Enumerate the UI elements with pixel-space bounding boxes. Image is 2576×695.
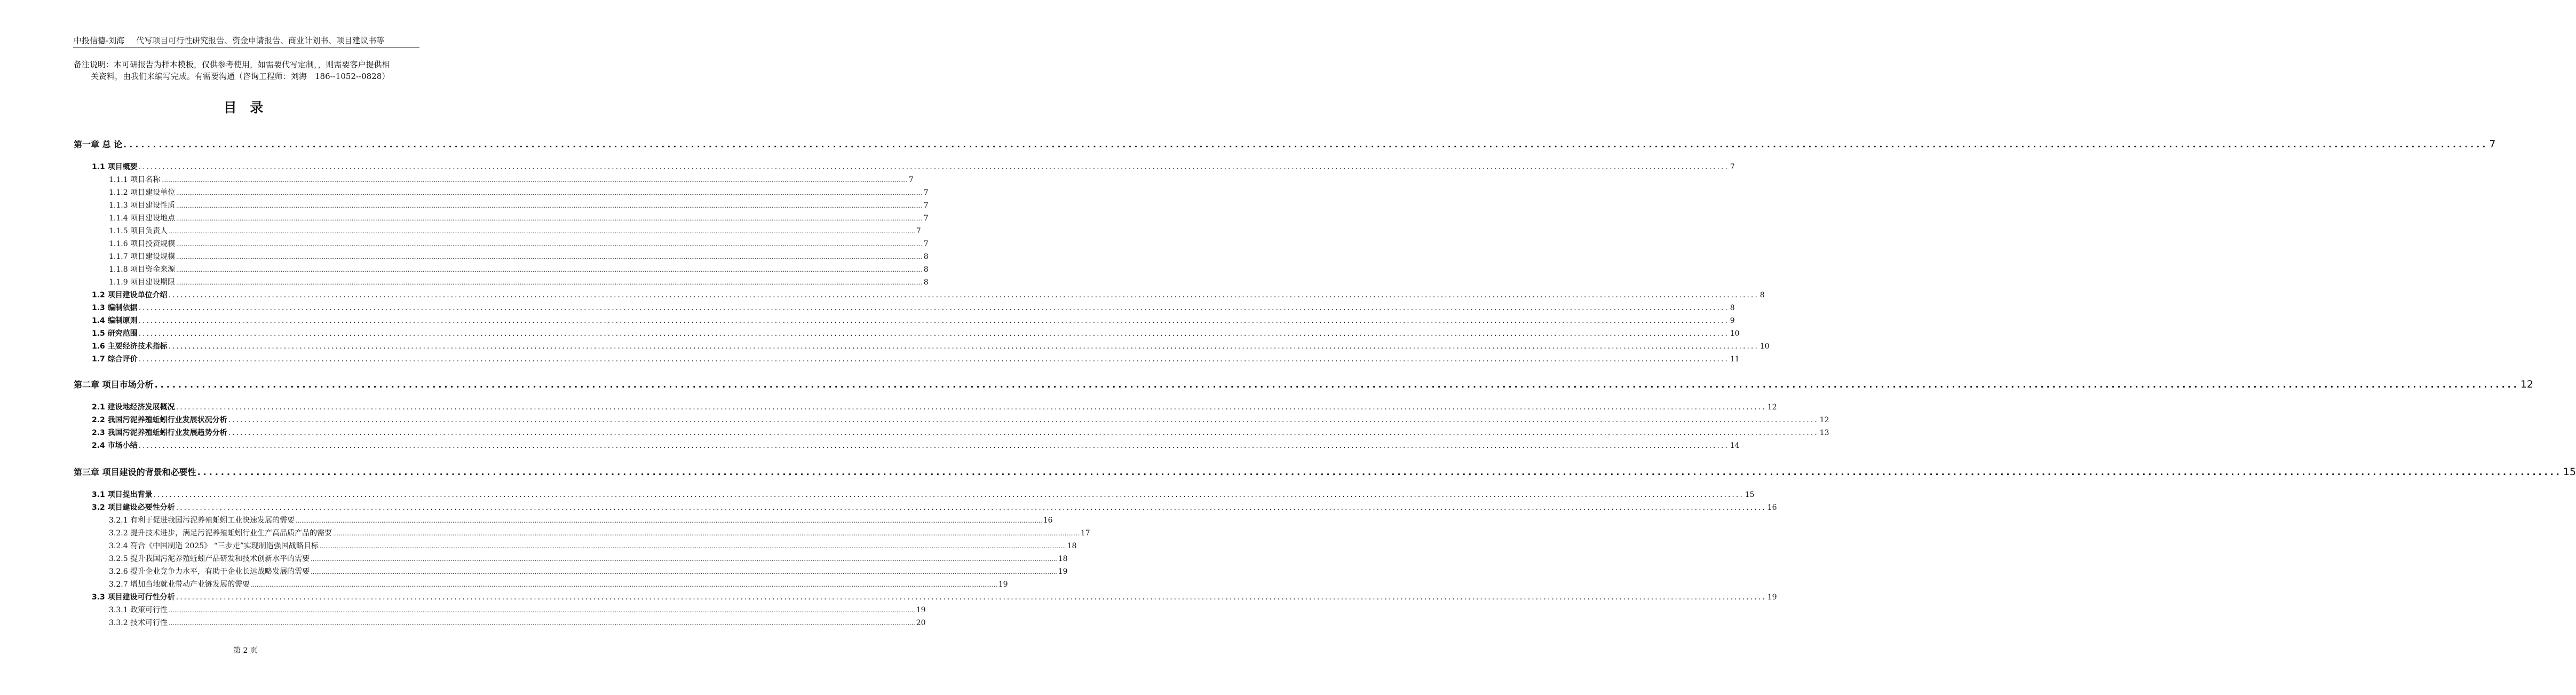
toc-section-entry[interactable]	[92, 353, 1740, 365]
toc-subsection-entry[interactable]	[109, 553, 1068, 565]
toc-section-entry[interactable]	[92, 427, 1829, 439]
toc-leader-dots: ................................................................................................................................................................................................................................................................................................................................................................................................................	[168, 291, 1759, 299]
toc-entry-page: 7	[908, 176, 914, 184]
toc-leader-dots: ................................................................................................................................................................................................................................................................................................................................................................................................................	[169, 228, 915, 235]
toc-leader-dots: ................................................................................................................................................................................................................................................................................................................................................................................................................	[197, 467, 2562, 477]
toc-entry-page: 7	[1730, 163, 1735, 171]
toc-entry-label: 1.1.7 项目建设规模	[109, 252, 176, 261]
toc-entry-label: 3.2.7 增加当地就业带动产业链发展的需要	[109, 580, 250, 589]
toc-entry-page: 18	[1058, 555, 1068, 563]
toc-leader-dots: ................................................................................................................................................................................................................................................................................................................................................................................................................	[123, 139, 2488, 149]
toc-leader-dots: ................................................................................................................................................................................................................................................................................................................................................................................................................	[311, 568, 1057, 575]
toc-entry-label: 2.1 建设地经济发展概况	[92, 403, 175, 412]
toc-section-entry[interactable]	[92, 315, 1735, 327]
toc-subsection-entry[interactable]	[109, 540, 1077, 552]
toc-entry-label: 1.4 编制原则	[92, 317, 138, 325]
toc-entry-page: 10	[1759, 342, 1770, 351]
toc-entry-label: 3.2.2 提升技术进步，满足污泥养殖蚯蚓行业生产高品质产品的需要	[109, 529, 332, 538]
toc-entry-page: 15	[2563, 466, 2576, 478]
toc-leader-dots: ................................................................................................................................................................................................................................................................................................................................................................................................................	[176, 503, 1766, 512]
toc-entry-label: 3.2.5 提升我国污泥养殖蚯蚓产品研发和技术创新水平的需要	[109, 555, 310, 563]
toc-chapter-entry[interactable]	[74, 465, 2576, 479]
toc-leader-dots: ................................................................................................................................................................................................................................................................................................................................................................................................................	[251, 581, 997, 588]
toc-leader-dots: ................................................................................................................................................................................................................................................................................................................................................................................................................	[154, 380, 2519, 390]
toc-subsection-entry[interactable]	[109, 527, 1090, 539]
toc-entry-page: 18	[1067, 542, 1077, 550]
toc-entry-page: 20	[916, 619, 926, 627]
remark-line-2: 关资料，由我们来编写完成。有需要沟通（咨询工程师：刘海 186--1052--0828）	[91, 72, 390, 81]
toc-section-entry[interactable]	[92, 328, 1740, 339]
toc-chapter-entry[interactable]	[74, 138, 2496, 152]
toc-leader-dots: ................................................................................................................................................................................................................................................................................................................................................................................................................	[176, 593, 1766, 602]
remark-line-1: 备注说明：本可研报告为样本模板，仅供参考使用，如需要代写定制，，则需要客户提供相	[74, 60, 390, 69]
toc-subsection-entry[interactable]	[109, 604, 926, 616]
toc-entry-label: 1.7 综合评价	[92, 355, 138, 364]
toc-section-entry[interactable]	[92, 440, 1740, 452]
toc-entry-page: 19	[1058, 567, 1068, 576]
toc-subsection-entry[interactable]	[109, 515, 1053, 526]
toc-entry-label: 1.1.9 项目建设期限	[109, 278, 176, 287]
toc-entry-label: 1.5 研究范围	[92, 329, 138, 338]
toc-entry-page: 13	[1819, 429, 1829, 437]
running-header	[74, 34, 419, 47]
toc-entry-page: 7	[2489, 138, 2496, 150]
toc-leader-dots: ................................................................................................................................................................................................................................................................................................................................................................................................................	[311, 556, 1057, 563]
toc-entry-label: 1.1.1 项目名称	[109, 176, 161, 184]
toc-entry-label: 第二章 项目市场分析	[74, 380, 154, 390]
toc-entry-label: 3.3.1 政策可行性	[109, 606, 168, 614]
toc-entry-label: 2.4 市场小结	[92, 441, 138, 450]
toc-leader-dots: ................................................................................................................................................................................................................................................................................................................................................................................................................	[176, 279, 923, 286]
toc-subsection-entry[interactable]	[109, 566, 1068, 578]
toc-leader-dots: ................................................................................................................................................................................................................................................................................................................................................................................................................	[138, 317, 1729, 325]
toc-entry-label: 3.2.6 提升企业竞争力水平，有助于企业长远战略发展的需要	[109, 567, 310, 576]
toc-subsection-entry[interactable]	[109, 238, 929, 250]
toc-leader-dots: ................................................................................................................................................................................................................................................................................................................................................................................................................	[228, 429, 1819, 437]
toc-leader-dots: ................................................................................................................................................................................................................................................................................................................................................................................................................	[169, 607, 915, 614]
toc-section-entry[interactable]	[92, 401, 1777, 413]
toc-leader-dots: ................................................................................................................................................................................................................................................................................................................................................................................................................	[176, 241, 923, 248]
toc-entry-page: 19	[1767, 593, 1777, 602]
toc-entry-label: 1.1.6 项目投资规模	[109, 240, 176, 248]
toc-entry-page: 8	[923, 252, 929, 261]
toc-entry-page: 12	[2520, 378, 2534, 390]
toc-entry-page: 7	[916, 227, 921, 235]
toc-entry-label: 3.3.2 技术可行性	[109, 619, 168, 627]
toc-leader-dots: ................................................................................................................................................................................................................................................................................................................................................................................................................	[176, 266, 923, 273]
toc-entry-page: 16	[1767, 503, 1777, 512]
toc-entry-label: 1.1.4 项目建设地点	[109, 214, 176, 223]
toc-entry-label: 2.2 我国污泥养殖蚯蚓行业发展状况分析	[92, 416, 227, 424]
toc-entry-page: 12	[1819, 416, 1829, 424]
toc-leader-dots: ................................................................................................................................................................................................................................................................................................................................................................................................................	[138, 441, 1729, 450]
toc-entry-page: 8	[923, 265, 929, 274]
toc-section-entry[interactable]	[92, 161, 1735, 173]
toc-subsection-entry[interactable]	[109, 225, 921, 237]
toc-section-entry[interactable]	[92, 341, 1770, 352]
remark-note	[74, 59, 421, 82]
toc-entry-page: 7	[923, 240, 929, 248]
toc-section-entry[interactable]	[92, 302, 1735, 314]
toc-section-entry[interactable]	[92, 591, 1777, 603]
toc-subsection-entry[interactable]	[109, 187, 929, 199]
toc-leader-dots: ................................................................................................................................................................................................................................................................................................................................................................................................................	[161, 177, 908, 184]
toc-leader-dots: ................................................................................................................................................................................................................................................................................................................................................................................................................	[296, 517, 1042, 524]
toc-entry-page: 14	[1730, 441, 1740, 450]
toc-leader-dots: ................................................................................................................................................................................................................................................................................................................................................................................................................	[153, 491, 1744, 499]
toc-leader-dots: ................................................................................................................................................................................................................................................................................................................................................................................................................	[176, 202, 923, 209]
toc-leader-dots: ................................................................................................................................................................................................................................................................................................................................................................................................................	[138, 355, 1729, 364]
toc-subsection-entry[interactable]	[109, 251, 929, 263]
toc-entry-label: 3.2 项目建设必要性分析	[92, 503, 175, 512]
toc-entry-page: 17	[1080, 529, 1090, 538]
toc-entry-label: 1.1.5 项目负责人	[109, 227, 168, 235]
toc-chapter-entry[interactable]	[74, 378, 2534, 392]
toc-subsection-entry[interactable]	[109, 264, 929, 275]
toc-leader-dots: ................................................................................................................................................................................................................................................................................................................................................................................................................	[138, 163, 1729, 171]
toc-leader-dots: ................................................................................................................................................................................................................................................................................................................................................................................................................	[138, 304, 1729, 312]
toc-entry-label: 3.2.1 有利于促进我国污泥养殖蚯蚓工业快速发展的需要	[109, 516, 295, 525]
toc-entry-label: 3.1 项目提出背景	[92, 491, 153, 499]
toc-entry-page: 7	[923, 214, 929, 223]
header-author: 中投信德-刘海	[74, 36, 125, 45]
toc-entry-page: 16	[1043, 516, 1053, 525]
page-number: 第 2 页	[233, 646, 258, 655]
header-services: 代写项目可行性研究报告、资金申请报告、商业计划书、项目建议书等	[136, 36, 385, 45]
toc-section-entry[interactable]	[92, 489, 1755, 501]
toc-entry-label: 3.3 项目建设可行性分析	[92, 593, 175, 602]
toc-entry-label: 第一章 总 论	[74, 139, 123, 149]
toc-leader-dots: ................................................................................................................................................................................................................................................................................................................................................................................................................	[333, 530, 1080, 537]
toc-entry-label: 2.3 我国污泥养殖蚯蚓行业发展趋势分析	[92, 429, 227, 437]
toc-leader-dots: ................................................................................................................................................................................................................................................................................................................................................................................................................	[168, 342, 1759, 351]
toc-leader-dots: ................................................................................................................................................................................................................................................................................................................................................................................................................	[138, 329, 1729, 338]
toc-entry-page: 7	[923, 201, 929, 210]
toc-section-entry[interactable]	[92, 414, 1829, 426]
toc-entry-label: 1.1.8 项目资金来源	[109, 265, 176, 274]
toc-leader-dots: ................................................................................................................................................................................................................................................................................................................................................................................................................	[176, 215, 923, 222]
toc-leader-dots: ................................................................................................................................................................................................................................................................................................................................................................................................................	[319, 543, 1066, 550]
toc-entry-page: 12	[1767, 403, 1777, 412]
toc-entry-label: 1.6 主要经济技术指标	[92, 342, 168, 351]
toc-entry-page: 19	[998, 580, 1008, 589]
toc-subsection-entry[interactable]	[109, 200, 929, 211]
toc-entry-label: 1.2 项目建设单位介绍	[92, 291, 168, 299]
toc-entry-label: 1.3 编制依据	[92, 304, 138, 312]
toc-leader-dots: ................................................................................................................................................................................................................................................................................................................................................................................................................	[176, 189, 923, 196]
toc-entry-page: 11	[1730, 355, 1740, 364]
toc-entry-label: 1.1.3 项目建设性质	[109, 201, 176, 210]
toc-entry-page: 7	[923, 188, 929, 197]
toc-entry-page: 9	[1730, 317, 1735, 325]
toc-entry-page: 19	[916, 606, 926, 614]
toc-section-entry[interactable]	[92, 289, 1765, 301]
toc-entry-label: 1.1 项目概要	[92, 163, 138, 171]
toc-leader-dots: ................................................................................................................................................................................................................................................................................................................................................................................................................	[228, 416, 1819, 424]
toc-title: 目 录	[223, 100, 268, 115]
toc-subsection-entry[interactable]	[109, 212, 929, 224]
toc-leader-dots: ................................................................................................................................................................................................................................................................................................................................................................................................................	[176, 403, 1766, 412]
toc-entry-label: 第三章 项目建设的背景和必要性	[74, 467, 196, 477]
toc-entry-page: 8	[1759, 291, 1765, 299]
toc-subsection-entry[interactable]	[109, 174, 914, 186]
toc-leader-dots: ................................................................................................................................................................................................................................................................................................................................................................................................................	[169, 620, 915, 627]
toc-entry-label: 3.2.4 符合《中国制造 2025》 “三步走”实现制造强国战略目标	[109, 542, 319, 550]
toc-entry-page: 15	[1745, 491, 1755, 499]
toc-leader-dots: ................................................................................................................................................................................................................................................................................................................................................................................................................	[176, 254, 923, 260]
toc-subsection-entry[interactable]	[109, 277, 929, 288]
toc-entry-page: 8	[1730, 304, 1735, 312]
toc-entry-page: 10	[1730, 329, 1740, 338]
toc-entry-label: 1.1.2 项目建设单位	[109, 188, 176, 197]
toc-subsection-entry[interactable]	[109, 579, 1008, 590]
toc-entry-page: 8	[923, 278, 929, 287]
toc-subsection-entry[interactable]	[109, 617, 926, 629]
toc-section-entry[interactable]	[92, 502, 1777, 514]
